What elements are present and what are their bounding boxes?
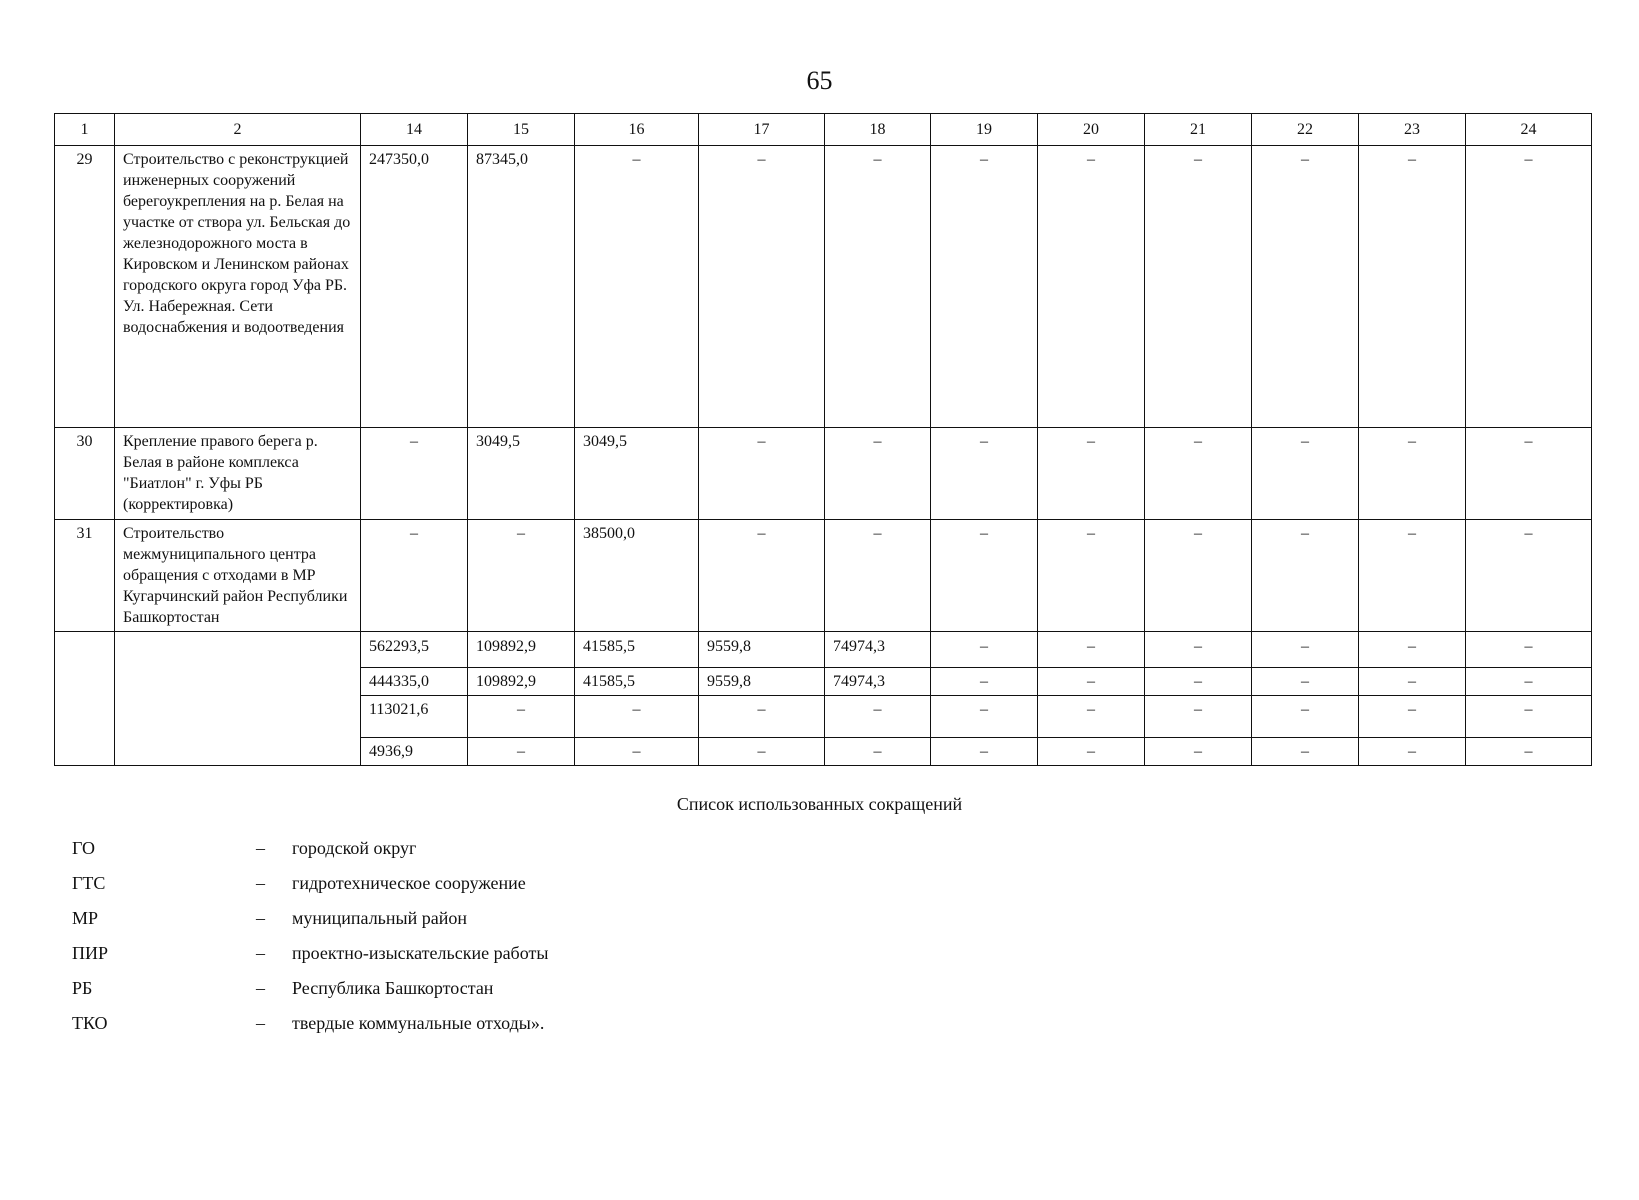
value-cell: – xyxy=(361,520,468,632)
abbreviation-item xyxy=(72,978,772,1013)
value-cell: 38500,0 xyxy=(575,520,699,632)
value-cell: – xyxy=(1252,738,1359,766)
value-cell: – xyxy=(361,428,468,520)
value-cell: – xyxy=(1145,146,1252,428)
abbreviation-item xyxy=(72,873,772,908)
value-cell: – xyxy=(1466,520,1592,632)
abbreviation-item xyxy=(72,838,772,873)
value-cell: 87345,0 xyxy=(468,146,575,428)
abbreviation-dash: – xyxy=(256,1013,265,1033)
value-cell: – xyxy=(825,696,931,738)
row-number: 30 xyxy=(55,428,115,520)
column-header: 20 xyxy=(1038,114,1145,146)
value-cell: – xyxy=(1359,632,1466,668)
value-cell: 4936,9 xyxy=(361,738,468,766)
abbreviation-code: ТКО xyxy=(72,1013,108,1033)
value-cell: – xyxy=(1466,738,1592,766)
value-cell: – xyxy=(1466,146,1592,428)
column-header: 15 xyxy=(468,114,575,146)
value-cell: – xyxy=(1038,696,1145,738)
value-cell: – xyxy=(1359,428,1466,520)
value-cell: 74974,3 xyxy=(825,632,931,668)
value-cell: – xyxy=(699,738,825,766)
abbreviation-description: городской округ xyxy=(292,838,417,858)
value-cell: – xyxy=(1145,696,1252,738)
row-number: 29 xyxy=(55,146,115,428)
value-cell: – xyxy=(825,520,931,632)
abbreviation-item xyxy=(72,943,772,978)
value-cell: – xyxy=(1038,428,1145,520)
page-number: 65 xyxy=(806,66,833,95)
value-cell: – xyxy=(1038,738,1145,766)
column-header: 2 xyxy=(115,114,361,146)
value-cell: 41585,5 xyxy=(575,632,699,668)
abbreviations-list xyxy=(72,838,772,1048)
abbreviation-code: ПИР xyxy=(72,943,109,963)
row-description: Строительство с реконструкцией инженерных сооружений берегоукрепления на р. Белая на участке от створа ул. Бельская до железнодорожного моста в Кировском и Ленинском районах городского округа город Уфа РБ. Ул. Набережная. Сети водоснабжения и водоотведения xyxy=(115,146,361,428)
table-row xyxy=(55,428,1592,520)
column-header: 18 xyxy=(825,114,931,146)
value-cell: – xyxy=(699,520,825,632)
value-cell: – xyxy=(931,668,1038,696)
abbreviation-dash: – xyxy=(256,943,265,963)
abbreviations-title: Список использованных сокращений xyxy=(676,794,963,814)
value-cell: – xyxy=(575,738,699,766)
value-cell: 41585,5 xyxy=(575,668,699,696)
value-cell: – xyxy=(1252,696,1359,738)
value-cell: 9559,8 xyxy=(699,632,825,668)
value-cell: 247350,0 xyxy=(361,146,468,428)
value-cell: – xyxy=(1038,632,1145,668)
totals-blank-cell xyxy=(115,632,361,766)
value-cell: – xyxy=(931,146,1038,428)
abbreviation-dash: – xyxy=(256,873,265,893)
value-cell: – xyxy=(825,146,931,428)
abbreviation-description: твердые коммунальные отходы». xyxy=(292,1013,545,1033)
value-cell: – xyxy=(1252,632,1359,668)
value-cell: – xyxy=(1145,520,1252,632)
value-cell: 562293,5 xyxy=(361,632,468,668)
value-cell: – xyxy=(1252,428,1359,520)
abbreviation-description: проектно-изыскательские работы xyxy=(292,943,549,963)
value-cell: – xyxy=(931,520,1038,632)
value-cell: – xyxy=(1359,696,1466,738)
value-cell: – xyxy=(931,428,1038,520)
value-cell: – xyxy=(825,428,931,520)
totals-row xyxy=(55,632,1592,668)
abbreviation-description: Республика Башкортостан xyxy=(292,978,494,998)
value-cell: 444335,0 xyxy=(361,668,468,696)
value-cell: – xyxy=(931,632,1038,668)
budget-table xyxy=(54,113,1592,766)
value-cell: – xyxy=(468,738,575,766)
column-header: 16 xyxy=(575,114,699,146)
column-header: 19 xyxy=(931,114,1038,146)
value-cell: – xyxy=(1466,632,1592,668)
value-cell: – xyxy=(1145,632,1252,668)
value-cell: – xyxy=(1145,668,1252,696)
abbreviation-item xyxy=(72,1013,772,1048)
value-cell: 74974,3 xyxy=(825,668,931,696)
totals-blank-cell xyxy=(55,632,115,766)
value-cell: – xyxy=(468,520,575,632)
value-cell: – xyxy=(1359,520,1466,632)
value-cell: – xyxy=(1466,668,1592,696)
abbreviation-item xyxy=(72,908,772,943)
abbreviation-code: РБ xyxy=(72,978,93,998)
value-cell: 109892,9 xyxy=(468,632,575,668)
table-row xyxy=(55,520,1592,632)
value-cell: – xyxy=(468,696,575,738)
column-header: 21 xyxy=(1145,114,1252,146)
column-header: 14 xyxy=(361,114,468,146)
value-cell: – xyxy=(1252,520,1359,632)
column-header: 23 xyxy=(1359,114,1466,146)
abbreviation-code: ГТС xyxy=(72,873,106,893)
value-cell: – xyxy=(699,428,825,520)
value-cell: – xyxy=(1038,668,1145,696)
value-cell: 3049,5 xyxy=(468,428,575,520)
column-header: 17 xyxy=(699,114,825,146)
value-cell: 9559,8 xyxy=(699,668,825,696)
table-header-row xyxy=(55,114,1592,146)
row-description: Крепление правого берега р. Белая в районе комплекса "Биатлон" г. Уфы РБ (корректировка) xyxy=(115,428,361,520)
value-cell: – xyxy=(699,696,825,738)
abbreviation-dash: – xyxy=(256,838,265,858)
value-cell: – xyxy=(1359,738,1466,766)
value-cell: – xyxy=(1145,428,1252,520)
value-cell: – xyxy=(1359,146,1466,428)
value-cell: 3049,5 xyxy=(575,428,699,520)
abbreviation-code: МР xyxy=(72,908,99,928)
value-cell: – xyxy=(575,696,699,738)
table-row xyxy=(55,146,1592,428)
value-cell: – xyxy=(1038,146,1145,428)
abbreviation-code: ГО xyxy=(72,838,95,858)
abbreviation-description: гидротехническое сооружение xyxy=(292,873,526,893)
value-cell: 109892,9 xyxy=(468,668,575,696)
abbreviation-description: муниципальный район xyxy=(292,908,468,928)
value-cell: – xyxy=(1252,146,1359,428)
value-cell: – xyxy=(699,146,825,428)
value-cell: – xyxy=(1466,428,1592,520)
value-cell: – xyxy=(825,738,931,766)
abbreviation-dash: – xyxy=(256,908,265,928)
abbreviation-dash: – xyxy=(256,978,265,998)
value-cell: – xyxy=(575,146,699,428)
value-cell: – xyxy=(931,738,1038,766)
value-cell: – xyxy=(1466,696,1592,738)
row-description: Строительство межмуниципального центра обращения с отходами в МР Кугарчинский район Республики Башкортостан xyxy=(115,520,361,632)
column-header: 24 xyxy=(1466,114,1592,146)
row-number: 31 xyxy=(55,520,115,632)
value-cell: – xyxy=(931,696,1038,738)
value-cell: – xyxy=(1252,668,1359,696)
value-cell: 113021,6 xyxy=(361,696,468,738)
value-cell: – xyxy=(1359,668,1466,696)
column-header: 1 xyxy=(55,114,115,146)
value-cell: – xyxy=(1145,738,1252,766)
value-cell: – xyxy=(1038,520,1145,632)
column-header: 22 xyxy=(1252,114,1359,146)
